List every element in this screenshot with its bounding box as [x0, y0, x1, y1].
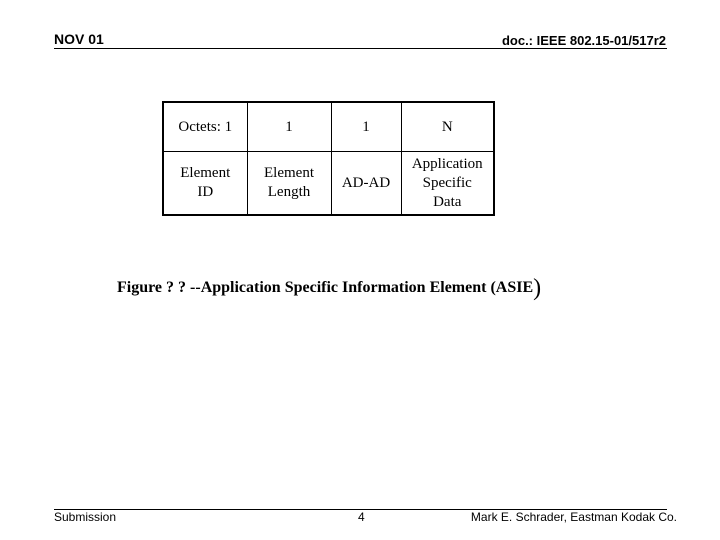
element-id-cell: Element ID	[163, 152, 247, 216]
octets-data-cell: N	[401, 102, 494, 152]
header-date: NOV 01	[54, 31, 104, 47]
field-row	[163, 152, 494, 216]
footer-author: Mark E. Schrader, Eastman Kodak Co.	[470, 510, 677, 524]
asie-format-table	[162, 101, 495, 216]
figure-caption-text: Figure ? ? --Application Specific Information Element (ASIE	[117, 279, 534, 296]
octets-label-cell: Octets: 1	[163, 102, 247, 152]
application-specific-data-cell: Application Specific Data	[401, 152, 494, 216]
header-rule	[54, 48, 667, 49]
figure-caption	[117, 275, 541, 302]
figure-caption-paren: )	[533, 275, 542, 301]
octets-element-id-cell: 1	[247, 102, 331, 152]
octets-element-length-cell: 1	[331, 102, 401, 152]
footer-page-number: 4	[358, 510, 365, 524]
header-doc-id: doc.: IEEE 802.15-01/517r2	[501, 33, 666, 48]
octets-row	[163, 102, 494, 152]
ad-ad-cell: AD-AD	[331, 152, 401, 216]
footer-submission: Submission	[54, 510, 117, 524]
element-length-cell: Element Length	[247, 152, 331, 216]
